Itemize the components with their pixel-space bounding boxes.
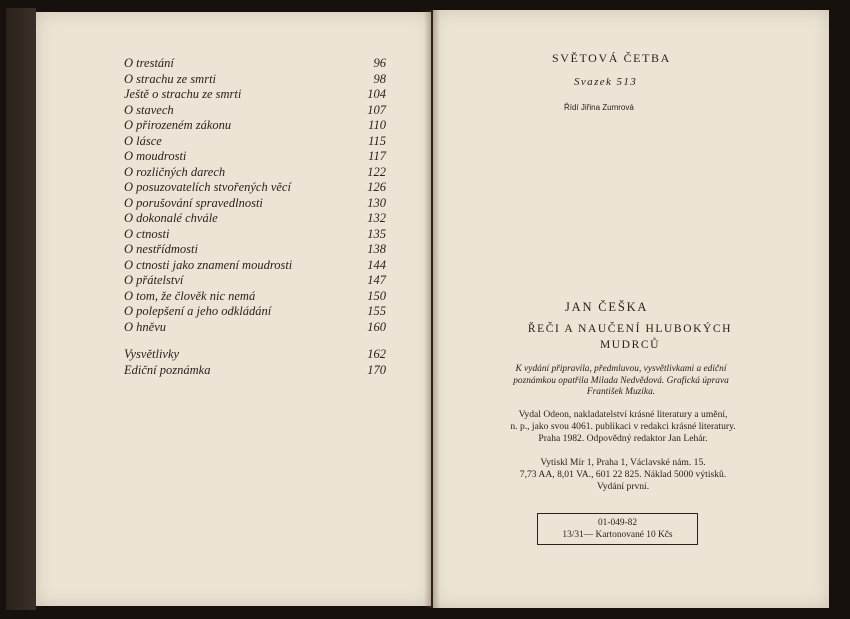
book-cover-edge: [6, 8, 36, 610]
toc-entry: [124, 196, 386, 212]
toc-entry-page: 117: [368, 149, 386, 163]
toc-entry-title: O nestřídmosti: [124, 242, 198, 256]
toc-entry-page: 155: [367, 304, 386, 318]
printer-info: [482, 457, 764, 493]
toc-entry-page: 130: [367, 195, 386, 210]
series-name: SVĚTOVÁ ČETBA: [552, 51, 671, 65]
toc-entry: [124, 87, 386, 103]
printer-line: Vydání první.: [596, 481, 650, 492]
toc-entry-title: O dokonalé chvále: [124, 211, 218, 225]
toc-entry-title: O moudrosti: [124, 149, 187, 163]
toc-entry: [124, 211, 386, 227]
catalog-number: 01-049-82: [597, 518, 638, 528]
toc-entry-title: O porušování spravedlnosti: [124, 195, 263, 210]
toc-entry-title: O hněvu: [124, 319, 166, 334]
credits-line: František Muzika.: [586, 387, 656, 397]
toc-entry-title: O polepšení a jeho odkládání: [124, 304, 272, 318]
toc-entry-title: Ediční poznámka: [124, 362, 211, 377]
toc-entry-title: O lásce: [124, 133, 162, 148]
toc-entry: [124, 258, 386, 274]
toc-entry: [124, 180, 386, 196]
toc-entry: [124, 149, 386, 165]
printer-line: 7,73 AA, 8,01 VA., 601 22 825. Náklad 5000 výtisků.: [519, 469, 727, 480]
toc-entry-title: O přátelství: [124, 273, 184, 287]
printer-line: Vytiskl Mír 1, Praha 1, Václavské nám. 15.: [540, 457, 706, 468]
toc-entry: [124, 242, 386, 258]
toc-entry: [124, 134, 386, 150]
toc-entry-page: 144: [367, 257, 386, 272]
toc-entry-page: 170: [367, 362, 386, 377]
toc-entry-page: 107: [367, 102, 386, 117]
publisher-line: n. p., jako svou 4061. publikaci v redakci krásné literatury.: [510, 421, 736, 432]
toc-entry-page: 110: [368, 118, 386, 132]
toc-entry-title: O posuzovatelích stvořených věcí: [124, 180, 291, 194]
toc-entry-title: Vysvětlivky: [124, 347, 180, 361]
toc-entry: [124, 72, 386, 88]
price-box: [537, 513, 698, 545]
volume-number: Svazek 513: [574, 76, 638, 88]
toc-entry-page: 115: [368, 133, 386, 148]
toc-entry-page: 138: [367, 242, 386, 256]
toc-entry: [124, 165, 386, 181]
toc-entry-title: O stavech: [124, 102, 174, 117]
series-editor: Řídí Jiřina Zumrová: [564, 103, 634, 112]
toc-spacer: [124, 335, 386, 347]
toc-entry-title: O ctnosti jako znamení moudrosti: [124, 257, 293, 272]
toc-entry-page: 104: [367, 87, 386, 101]
toc-entry-page: 147: [367, 273, 386, 287]
toc-entry-page: 96: [373, 56, 386, 70]
publisher-info: [482, 409, 764, 445]
book-title-line: MUDRCŮ: [599, 339, 661, 351]
book-gutter: [424, 10, 440, 608]
toc-entry-title: O ctnosti: [124, 226, 170, 241]
credits-line: poznámkou opatřila Milada Nedvědová. Grafická úprava: [513, 375, 729, 386]
toc-entry: [124, 118, 386, 134]
toc-entry: [124, 363, 386, 379]
toc-entry-page: 162: [367, 347, 386, 361]
toc-entry: [124, 304, 386, 320]
toc-entry-title: O trestání: [124, 56, 174, 70]
toc-entry: [124, 227, 386, 243]
author-name: JAN ČEŠKA: [565, 300, 649, 314]
table-of-contents: [124, 56, 386, 378]
toc-entry-page: 98: [373, 71, 386, 86]
toc-entry: [124, 56, 386, 72]
toc-entry-title: Ještě o strachu ze smrti: [124, 87, 242, 101]
toc-entry-page: 135: [367, 226, 386, 241]
toc-entry: [124, 273, 386, 289]
book-title: [505, 321, 755, 353]
toc-entry-title: O přirozeném zákonu: [124, 118, 232, 132]
edition-credits: [480, 364, 762, 399]
book-title-line: ŘEČI A NAUČENÍ HLUBOKÝCH: [527, 323, 733, 335]
toc-entry: [124, 103, 386, 119]
publisher-line: Vydal Odeon, nakladatelství krásné literatury a umění,: [518, 409, 728, 420]
price-label: 13/31— Kartonované 10 Kčs: [562, 530, 673, 540]
toc-entry-page: 150: [367, 288, 386, 303]
toc-entry-page: 160: [367, 319, 386, 334]
publisher-line: Praha 1982. Odpovědný redaktor Jan Lehár.: [538, 433, 708, 444]
toc-entry: [124, 289, 386, 305]
credits-line: K vydání připravila, předmluvou, vysvětlivkami a ediční: [515, 364, 727, 374]
toc-entry: [124, 320, 386, 336]
toc-entry: [124, 347, 386, 363]
toc-entry-title: O tom, že člověk nic nemá: [124, 288, 256, 303]
toc-entry-page: 126: [367, 180, 386, 194]
toc-entry-title: O rozličných darech: [124, 164, 226, 179]
toc-entry-title: O strachu ze smrti: [124, 71, 217, 86]
toc-entry-page: 132: [367, 211, 386, 225]
toc-entry-page: 122: [367, 164, 386, 179]
